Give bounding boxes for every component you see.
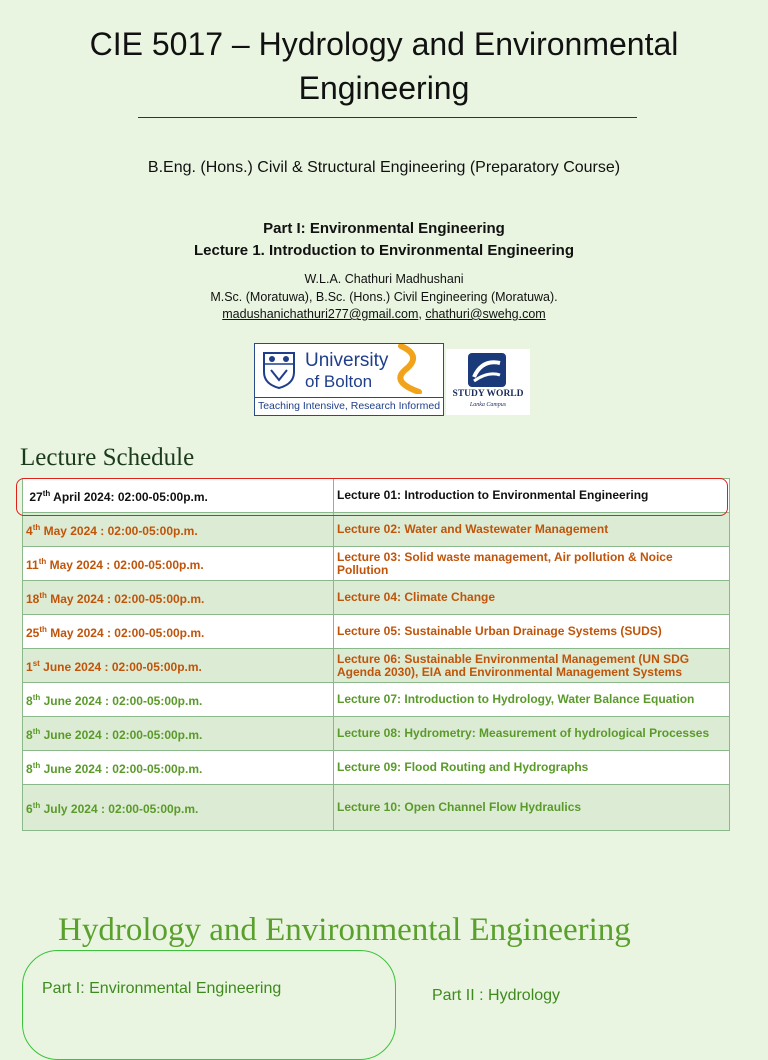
author-emails (0, 307, 768, 321)
lecture-cell: Lecture 09: Flood Routing and Hydrographs (334, 751, 730, 785)
study-world-mark-icon (468, 353, 506, 387)
table-row (23, 649, 730, 683)
author-name: W.L.A. Chathuri Madhushani (304, 272, 464, 286)
email-link-2[interactable]: chathuri@swehg.com (425, 307, 546, 321)
date-cell: 1st June 2024 : 02:00-05:00p.m. (23, 649, 334, 683)
title-slide (0, 0, 768, 432)
study-world-name: STUDY WORLD (452, 389, 524, 399)
table-row (23, 615, 730, 649)
lecture-cell: Lecture 01: Introduction to Environmental Engineering (334, 479, 730, 513)
bolton-logo-line1: University (305, 350, 389, 371)
date-cell: 27th April 2024: 02:00-05:00p.m. (23, 479, 334, 513)
email-link-1[interactable]: madushanichathuri277@gmail.com (222, 307, 419, 321)
date-cell: 8th June 2024 : 02:00-05:00p.m. (23, 717, 334, 751)
lecture-cell: Lecture 10: Open Channel Flow Hydraulics (334, 785, 730, 831)
lecture-cell: Lecture 03: Solid waste management, Air pollution & Noice Pollution (334, 547, 730, 581)
program-subtitle: B.Eng. (Hons.) Civil & Structural Engineering (Preparatory Course) (147, 159, 621, 176)
table-row (23, 683, 730, 717)
bolton-crest-icon (261, 350, 297, 390)
date-cell: 25th May 2024 : 02:00-05:00p.m. (23, 615, 334, 649)
date-cell: 11th May 2024 : 02:00-05:00p.m. (23, 547, 334, 581)
email-separator: , (418, 307, 422, 321)
date-cell: 8th June 2024 : 02:00-05:00p.m. (23, 683, 334, 717)
lecture-cell: Lecture 05: Sustainable Urban Drainage Systems (SUDS) (334, 615, 730, 649)
date-cell: 4th May 2024 : 02:00-05:00p.m. (23, 513, 334, 547)
bolton-tagline: Teaching Intensive, Research Informed (255, 397, 443, 412)
part1-box (22, 950, 396, 1060)
table-row (23, 581, 730, 615)
overview-title: Hydrology and Environmental Engineering (58, 912, 631, 948)
university-of-bolton-logo (254, 343, 444, 416)
schedule-table (22, 478, 730, 831)
table-row (23, 785, 730, 831)
study-world-subtitle: Lanka Campus (469, 402, 507, 408)
lecture-cell: Lecture 07: Introduction to Hydrology, Water Balance Equation (334, 683, 730, 717)
date-cell: 18th May 2024 : 02:00-05:00p.m. (23, 581, 334, 615)
schedule-slide (0, 436, 768, 868)
part-title: Part I: Environmental Engineering (263, 220, 505, 237)
bolton-swoosh-icon (393, 344, 443, 394)
overview-slide (0, 872, 768, 1024)
date-cell: 8th June 2024 : 02:00-05:00p.m. (23, 751, 334, 785)
study-world-logo (446, 349, 530, 415)
table-row (23, 513, 730, 547)
part1-label: Part I: Environmental Engineering (42, 980, 282, 997)
lecture-cell: Lecture 04: Climate Change (334, 581, 730, 615)
table-row (23, 751, 730, 785)
lecture-cell: Lecture 06: Sustainable Environmental Management (UN SDG Agenda 2030), EIA and Environmental Management Systems (334, 649, 730, 683)
lecture-title: Lecture 1. Introduction to Environmental Engineering (193, 242, 575, 259)
bolton-logo-line2: of Bolton (305, 372, 373, 391)
table-row (23, 479, 730, 513)
lecture-cell: Lecture 02: Water and Wastewater Management (334, 513, 730, 547)
course-title: CIE 5017 – Hydrology and Environmental Engineering (89, 26, 679, 106)
title-divider (138, 117, 637, 118)
schedule-heading: Lecture Schedule (20, 444, 195, 471)
part2-label: Part II : Hydrology (432, 987, 561, 1004)
author-qualifications: M.Sc. (Moratuwa), B.Sc. (Hons.) Civil Engineering (Moratuwa). (210, 290, 558, 304)
lecture-cell: Lecture 08: Hydrometry: Measurement of hydrological Processes (334, 717, 730, 751)
date-cell: 6th July 2024 : 02:00-05:00p.m. (23, 785, 334, 831)
table-row (23, 717, 730, 751)
table-row (23, 547, 730, 581)
